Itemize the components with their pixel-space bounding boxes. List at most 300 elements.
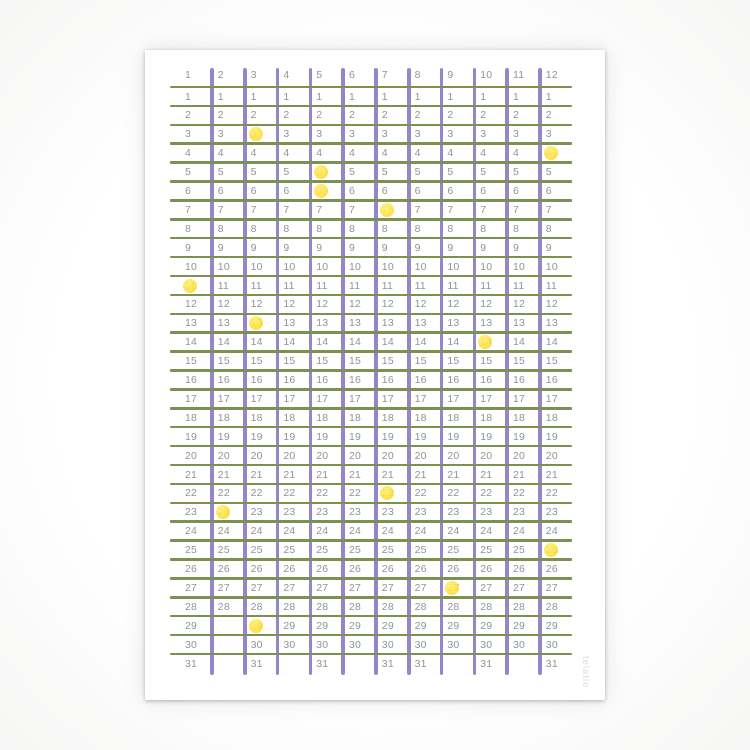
day-number: 23 [545,506,558,519]
day-number: 2 [349,109,356,122]
day-number: 11 [414,279,426,292]
day-number: 23 [349,506,362,519]
day-number: 28 [250,600,263,613]
day-number: 15 [283,355,296,368]
day-number: 20 [447,449,460,462]
day-divider-line [170,407,572,410]
day-number: 14 [381,336,394,349]
day-number: 23 [283,506,296,519]
day-number: 18 [414,411,427,424]
day-number: 6 [480,185,487,197]
day-number: 26 [447,563,460,575]
day-number: 2 [381,109,388,122]
day-number: 10 [349,260,362,273]
day-number: 24 [349,525,362,538]
day-number: 13 [217,317,230,330]
day-number: 1 [250,90,257,103]
day-number: 26 [316,563,329,575]
day-number: 10 [185,260,198,273]
day-number: 8 [513,222,520,235]
day-number: 19 [480,430,493,443]
day-number: 24 [480,525,493,538]
day-number: 13 [545,317,558,330]
day-number: 6 [283,185,290,197]
day-number: 9 [414,241,421,254]
day-divider-line [170,142,572,145]
day-number: 16 [381,374,394,386]
day-number: 14 [283,336,296,349]
day-number: 16 [545,374,558,386]
marked-date-dot [249,619,263,633]
day-number: 6 [381,185,388,197]
day-number: 8 [250,222,257,235]
day-number: 28 [349,600,362,613]
day-divider-line [170,539,572,542]
day-number: 25 [480,544,493,557]
day-number: 29 [513,619,526,632]
day-number: 6 [349,185,356,197]
day-divider-line [170,256,572,259]
day-number: 4 [283,147,290,160]
day-number: 24 [316,525,329,538]
day-number: 5 [381,166,388,179]
marked-date-dot [216,505,230,519]
day-number: 10 [381,260,394,273]
day-number: 29 [316,619,329,632]
day-number: 27 [316,581,329,594]
day-number: 13 [447,317,460,330]
day-number: 18 [283,411,296,424]
day-number: 21 [283,468,296,481]
day-number: 20 [545,449,558,462]
day-number: 21 [545,468,558,481]
day-number: 9 [480,241,487,254]
day-divider-line [170,180,572,183]
day-number: 20 [217,449,230,462]
month-header-number: 9 [447,69,454,81]
day-divider-line [170,105,572,108]
day-number: 3 [316,128,323,141]
day-number: 12 [513,298,526,311]
day-number: 18 [217,411,230,424]
day-number: 29 [283,619,296,632]
day-number: 4 [185,147,192,160]
day-number: 15 [381,355,394,368]
month-header-number: 2 [217,69,224,81]
day-number: 4 [381,147,388,160]
day-number: 4 [513,147,520,160]
day-number: 12 [185,298,198,311]
day-number: 31 [545,657,558,670]
day-number: 9 [316,241,323,254]
day-number: 23 [381,506,394,519]
day-number: 2 [513,109,520,122]
day-number: 26 [513,563,526,575]
day-number: 25 [217,544,230,557]
day-number: 8 [414,222,421,235]
day-number: 13 [349,317,362,330]
day-number: 25 [185,544,198,557]
day-number: 30 [250,638,263,651]
day-divider-line [170,313,572,316]
day-number: 15 [217,355,230,368]
day-number: 1 [447,90,454,103]
day-number: 24 [513,525,526,538]
day-number: 19 [545,430,558,443]
day-number: 20 [316,449,329,462]
day-number: 27 [250,581,263,594]
day-number: 27 [217,581,230,594]
day-number: 26 [217,563,230,575]
day-number: 13 [283,317,296,330]
day-number: 20 [185,449,198,462]
day-number: 4 [480,147,487,160]
day-number: 10 [414,260,427,273]
day-number: 19 [283,430,296,443]
month-header-number: 5 [316,69,323,81]
day-number: 20 [513,449,526,462]
day-number: 14 [545,336,558,349]
day-number: 25 [250,544,263,557]
day-number: 19 [414,430,427,443]
day-number: 26 [283,563,296,575]
day-number: 3 [513,128,520,141]
day-number: 12 [217,298,230,311]
day-number: 5 [250,166,257,179]
day-number: 1 [283,90,290,103]
marked-date-dot [544,146,558,160]
day-number: 13 [480,317,493,330]
day-number: 1 [185,90,192,103]
day-divider-line [170,558,572,561]
day-number: 23 [447,506,460,519]
day-number: 3 [217,128,224,141]
day-number: 4 [349,147,356,160]
day-number: 30 [185,638,198,651]
day-number: 26 [545,563,558,575]
calendar-poster [145,50,605,700]
day-number: 14 [185,336,198,349]
day-number: 9 [447,241,454,254]
day-number: 6 [513,185,520,197]
day-number: 12 [381,298,394,311]
day-number: 8 [545,222,552,235]
day-number: 4 [447,147,454,160]
day-number: 29 [381,619,394,632]
month-header-number: 12 [545,69,558,81]
day-number: 14 [447,336,460,349]
day-number: 1 [480,90,487,103]
day-number: 23 [414,506,427,519]
day-number: 6 [414,185,421,197]
day-number: 5 [217,166,224,179]
day-number: 25 [349,544,362,557]
day-number: 26 [480,563,493,575]
day-number: 18 [316,411,329,424]
day-number: 19 [217,430,230,443]
day-divider-line [170,294,572,297]
day-number: 21 [414,468,427,481]
day-divider-line [170,237,572,240]
day-number: 11 [316,279,328,292]
day-number: 17 [381,392,394,405]
day-number: 14 [250,336,263,349]
day-number: 18 [545,411,558,424]
day-number: 18 [447,411,460,424]
day-number: 7 [349,203,356,216]
day-number: 6 [185,185,192,197]
day-number: 11 [545,279,558,292]
day-number: 18 [185,411,198,424]
day-number: 7 [250,203,257,216]
day-number: 5 [545,166,552,179]
day-number: 9 [283,241,290,254]
day-number: 9 [250,241,257,254]
day-number: 8 [480,222,487,235]
day-number: 11 [217,279,230,292]
day-number: 1 [545,90,552,103]
day-number: 16 [250,374,263,386]
day-number: 25 [513,544,526,557]
day-number: 28 [447,600,460,613]
day-number: 29 [185,619,198,632]
day-number: 5 [414,166,421,179]
day-divider-line [170,520,572,523]
day-number: 24 [414,525,427,538]
day-number: 10 [513,260,526,273]
day-number: 31 [185,657,198,670]
day-number: 4 [414,147,421,160]
day-divider-line [170,502,572,505]
day-number: 17 [217,392,230,405]
day-number: 9 [185,241,192,254]
day-number: 23 [480,506,493,519]
day-number: 21 [381,468,394,481]
day-number: 16 [283,374,296,386]
day-divider-line [170,275,572,278]
day-divider-line [170,388,572,391]
day-number: 23 [513,506,526,519]
day-number: 30 [447,638,460,651]
day-number: 14 [217,336,230,349]
day-number: 6 [545,185,552,197]
day-number: 24 [283,525,296,538]
day-number: 10 [480,260,493,273]
day-number: 1 [349,90,356,103]
day-number: 17 [283,392,296,405]
day-number: 21 [447,468,460,481]
day-number: 1 [381,90,388,103]
day-number: 7 [513,203,520,216]
day-number: 26 [185,563,198,575]
day-number: 13 [381,317,394,330]
day-number: 4 [316,147,323,160]
day-number: 10 [217,260,230,273]
day-number: 3 [349,128,356,141]
day-number: 8 [447,222,454,235]
day-number: 26 [250,563,263,575]
day-number: 19 [513,430,526,443]
day-number: 12 [250,298,263,311]
day-number: 9 [545,241,552,254]
month-header-number: 10 [480,69,493,81]
day-number: 22 [545,487,558,500]
day-number: 15 [316,355,329,368]
day-number: 20 [250,449,263,462]
day-number: 15 [185,355,198,368]
day-divider-line [170,124,572,127]
day-number: 27 [283,581,296,594]
day-number: 18 [381,411,394,424]
day-number: 6 [447,185,454,197]
day-number: 29 [414,619,427,632]
day-divider-line [170,464,572,467]
day-divider-line [170,369,572,372]
day-number: 16 [480,374,493,386]
day-divider-line [170,653,572,656]
day-number: 9 [217,241,224,254]
day-number: 3 [447,128,454,141]
day-number: 8 [381,222,388,235]
day-number: 23 [185,506,198,519]
day-number: 14 [316,336,329,349]
day-number: 28 [217,600,230,613]
day-number: 3 [185,128,192,141]
day-number: 15 [513,355,526,368]
day-number: 24 [250,525,263,538]
day-number: 17 [513,392,526,405]
day-number: 21 [217,468,230,481]
month-header-number: 6 [349,69,356,81]
day-number: 31 [316,657,329,670]
day-number: 24 [185,525,198,538]
day-number: 17 [480,392,493,405]
day-number: 31 [250,657,263,670]
day-number: 4 [250,147,257,160]
marked-date-dot [544,543,558,557]
day-number: 22 [447,487,460,500]
day-number: 17 [447,392,460,405]
day-number: 29 [545,619,558,632]
day-number: 11 [480,279,492,292]
marked-date-dot [249,127,263,141]
day-number: 16 [316,374,329,386]
day-divider-line [170,331,572,334]
day-number: 13 [414,317,427,330]
day-number: 21 [480,468,493,481]
day-number: 9 [513,241,520,254]
day-number: 19 [381,430,394,443]
day-number: 14 [349,336,362,349]
day-number: 19 [185,430,198,443]
day-number: 29 [480,619,493,632]
day-number: 3 [414,128,421,141]
day-number: 28 [513,600,526,613]
day-number: 2 [217,109,224,122]
day-number: 28 [381,600,394,613]
day-number: 24 [381,525,394,538]
day-number: 30 [381,638,394,651]
day-divider-line [170,218,572,221]
day-number: 5 [185,166,192,179]
day-divider-line [170,634,572,637]
day-number: 25 [414,544,427,557]
day-number: 20 [480,449,493,462]
day-number: 2 [283,109,290,122]
day-number: 20 [381,449,394,462]
day-number: 8 [349,222,356,235]
day-number: 10 [283,260,296,273]
day-number: 28 [185,600,198,613]
day-number: 19 [447,430,460,443]
day-number: 13 [316,317,329,330]
day-number: 19 [316,430,329,443]
day-number: 31 [480,657,493,670]
day-number: 22 [185,487,198,500]
brand-watermark: telatle [580,655,591,688]
day-number: 8 [185,222,192,235]
day-number: 22 [283,487,296,500]
day-number: 12 [447,298,460,311]
day-number: 19 [250,430,263,443]
day-number: 29 [447,619,460,632]
day-number: 16 [349,374,362,386]
day-number: 12 [480,298,493,311]
day-divider-line [170,445,572,448]
day-number: 18 [513,411,526,424]
day-number: 1 [414,90,421,103]
day-number: 28 [316,600,329,613]
day-number: 17 [349,392,362,405]
day-number: 12 [545,298,558,311]
day-number: 23 [250,506,263,519]
day-number: 18 [349,411,362,424]
day-number: 15 [250,355,263,368]
day-number: 2 [545,109,552,122]
day-divider-line [170,426,572,429]
day-number: 7 [545,203,552,216]
day-number: 21 [513,468,526,481]
day-number: 17 [250,392,263,405]
day-number: 19 [349,430,362,443]
day-number: 2 [414,109,421,122]
month-header-number: 7 [381,69,388,81]
day-number: 10 [316,260,329,273]
day-number: 11 [381,279,394,292]
day-number: 21 [250,468,263,481]
day-number: 5 [283,166,290,179]
day-number: 25 [447,544,460,557]
day-number: 22 [414,487,427,500]
day-number: 2 [185,109,192,122]
day-number: 7 [480,203,487,216]
day-number: 5 [447,166,454,179]
day-number: 28 [283,600,296,613]
month-header-number: 11 [513,69,525,81]
day-number: 30 [316,638,329,651]
day-number: 22 [250,487,263,500]
day-number: 10 [545,260,558,273]
day-number: 17 [185,392,198,405]
day-divider-line [170,577,572,580]
day-number: 11 [513,279,525,292]
day-number: 1 [316,90,323,103]
day-number: 12 [316,298,329,311]
day-number: 9 [381,241,388,254]
month-header-number: 3 [250,69,257,81]
day-number: 28 [414,600,427,613]
day-number: 25 [316,544,329,557]
